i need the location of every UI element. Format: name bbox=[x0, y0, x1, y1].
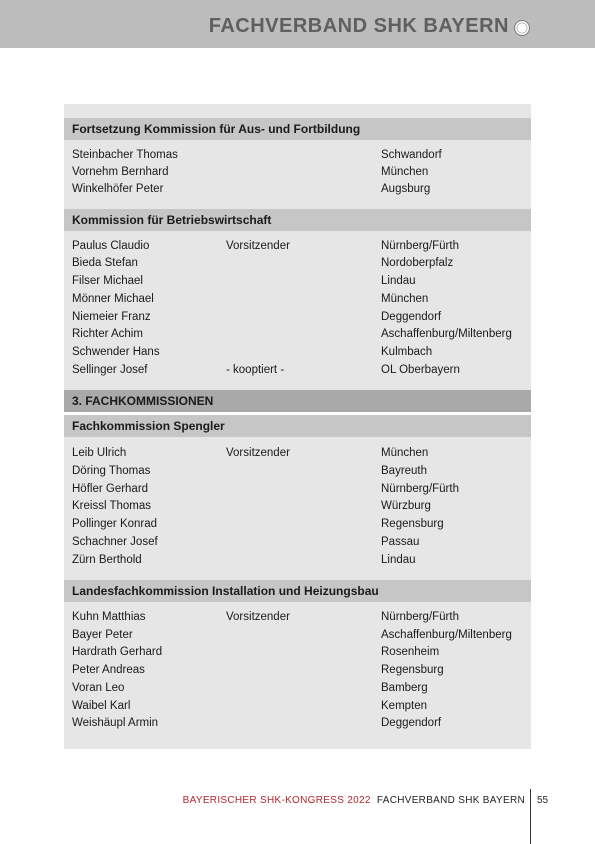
footer-event: BAYERISCHER SHK-KONGRESS 2022 bbox=[182, 795, 371, 806]
member-location: Bayreuth bbox=[381, 465, 428, 477]
table-row bbox=[64, 254, 531, 272]
member-role: Vorsitzender bbox=[226, 447, 290, 459]
member-name: Waibel Karl bbox=[72, 700, 131, 712]
member-name: Schachner Josef bbox=[72, 536, 158, 548]
table-row bbox=[64, 679, 531, 697]
member-location: Nordoberpfalz bbox=[381, 257, 454, 269]
footer-divider bbox=[530, 789, 531, 844]
table-row bbox=[64, 290, 531, 308]
member-location: Regensburg bbox=[381, 518, 444, 530]
member-location: Schwandorf bbox=[381, 149, 442, 161]
member-role: - kooptiert - bbox=[226, 364, 285, 376]
table-row bbox=[64, 343, 531, 361]
table-row bbox=[64, 608, 531, 626]
member-location: Kempten bbox=[381, 700, 428, 712]
member-name: Peter Andreas bbox=[72, 664, 145, 676]
table-row bbox=[64, 163, 531, 181]
member-name: Weishäupl Armin bbox=[72, 717, 159, 729]
member-name: Döring Thomas bbox=[72, 465, 151, 477]
member-name: Mönner Michael bbox=[72, 293, 154, 305]
table-row bbox=[64, 462, 531, 480]
member-location: Deggendorf bbox=[381, 311, 442, 323]
member-name: Hardrath Gerhard bbox=[72, 646, 163, 658]
member-location: Aschaffenburg/Miltenberg bbox=[381, 328, 512, 340]
section-heading: Fortsetzung Kommission für Aus- und Fortbildung bbox=[64, 118, 531, 140]
member-location: Augsburg bbox=[381, 183, 431, 195]
member-location: München bbox=[381, 293, 429, 305]
member-location: Passau bbox=[381, 536, 420, 548]
member-name: Bieda Stefan bbox=[72, 257, 138, 269]
member-name: Vornehm Bernhard bbox=[72, 166, 169, 178]
table-row bbox=[64, 361, 531, 379]
member-name: Pollinger Konrad bbox=[72, 518, 158, 530]
footer-label bbox=[183, 794, 525, 808]
member-name: Zürn Berthold bbox=[72, 554, 142, 566]
member-name: Steinbacher Thomas bbox=[72, 149, 178, 161]
table-row bbox=[64, 533, 531, 551]
member-location: OL Oberbayern bbox=[381, 364, 460, 376]
table-row bbox=[64, 551, 531, 569]
table-row bbox=[64, 697, 531, 715]
table-row bbox=[64, 497, 531, 515]
member-location: Nürnberg/Fürth bbox=[381, 611, 459, 623]
member-name: Bayer Peter bbox=[72, 629, 133, 641]
member-location: Deggendorf bbox=[381, 717, 442, 729]
footer-org: FACHVERBAND SHK BAYERN bbox=[376, 795, 525, 806]
member-name: Niemeier Franz bbox=[72, 311, 151, 323]
member-name: Kreissl Thomas bbox=[72, 500, 152, 512]
member-name: Leib Ulrich bbox=[72, 447, 127, 459]
member-location: Rosenheim bbox=[381, 646, 440, 658]
section-heading: Fachkommission Spengler bbox=[64, 415, 531, 437]
table-row bbox=[64, 146, 531, 164]
member-location: Nürnberg/Fürth bbox=[381, 240, 459, 252]
table-row bbox=[64, 643, 531, 661]
table-row bbox=[64, 661, 531, 679]
member-role: Vorsitzender bbox=[226, 611, 290, 623]
table-row bbox=[64, 626, 531, 644]
member-location: Aschaffenburg/Miltenberg bbox=[381, 629, 512, 641]
member-location: Bamberg bbox=[381, 682, 428, 694]
member-name: Sellinger Josef bbox=[72, 364, 148, 376]
content-panel bbox=[64, 104, 531, 749]
logo-circle-icon bbox=[514, 20, 530, 36]
member-location: Würzburg bbox=[381, 500, 431, 512]
member-name: Kuhn Matthias bbox=[72, 611, 146, 623]
member-name: Paulus Claudio bbox=[72, 240, 150, 252]
member-location: Regensburg bbox=[381, 664, 444, 676]
chapter-heading: 3. FACHKOMMISSIONEN bbox=[64, 390, 531, 412]
table-row bbox=[64, 515, 531, 533]
member-location: Lindau bbox=[381, 554, 416, 566]
member-role: Vorsitzender bbox=[226, 240, 290, 252]
table-row bbox=[64, 272, 531, 290]
member-name: Richter Achim bbox=[72, 328, 143, 340]
table-row bbox=[64, 444, 531, 462]
table-row bbox=[64, 237, 531, 255]
member-location: Kulmbach bbox=[381, 346, 433, 358]
table-row bbox=[64, 480, 531, 498]
page-number: 55 bbox=[537, 795, 549, 806]
member-location: Lindau bbox=[381, 275, 416, 287]
member-name: Voran Leo bbox=[72, 682, 125, 694]
member-name: Filser Michael bbox=[72, 275, 143, 287]
table-row bbox=[64, 180, 531, 198]
table-row bbox=[64, 308, 531, 326]
member-name: Höfler Gerhard bbox=[72, 483, 149, 495]
section-heading: Kommission für Betriebswirtschaft bbox=[64, 209, 531, 231]
section-heading: Landesfachkommission Installation und Heizungsbau bbox=[64, 580, 531, 602]
table-row bbox=[64, 714, 531, 732]
page-title: FACHVERBAND SHK BAYERN bbox=[208, 15, 509, 37]
member-location: München bbox=[381, 447, 429, 459]
member-location: Nürnberg/Fürth bbox=[381, 483, 459, 495]
member-name: Schwender Hans bbox=[72, 346, 160, 358]
member-name: Winkelhöfer Peter bbox=[72, 183, 164, 195]
table-row bbox=[64, 325, 531, 343]
member-location: München bbox=[381, 166, 429, 178]
